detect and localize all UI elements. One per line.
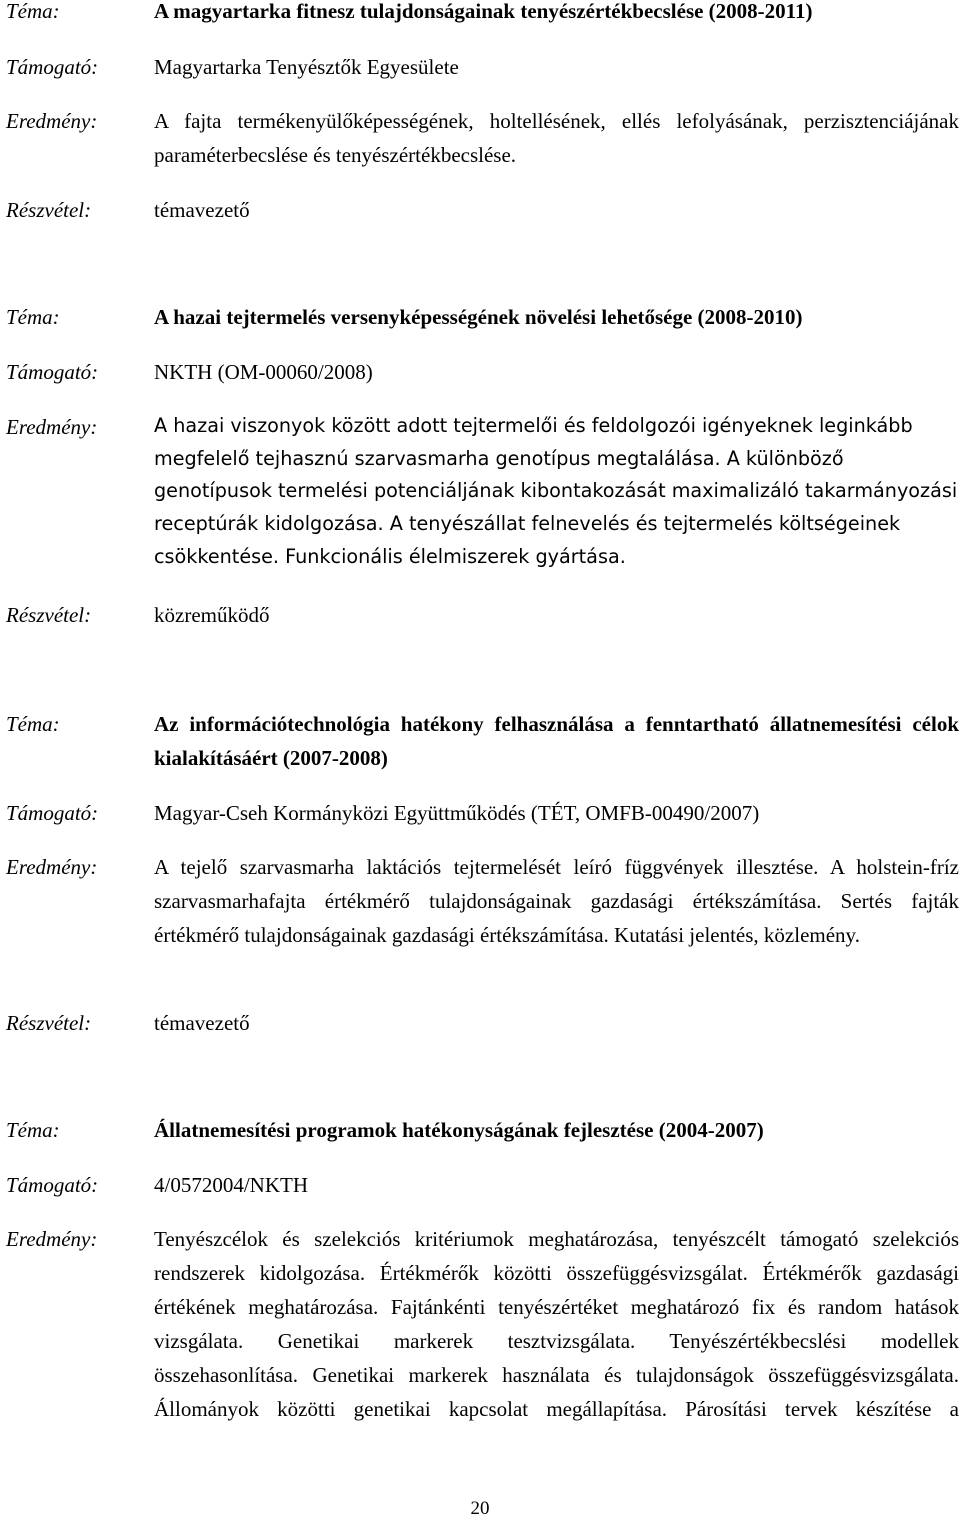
page-number: 20 bbox=[470, 1498, 490, 1519]
eredmeny-label: Eredmény: bbox=[6, 415, 98, 439]
tamogato-label: Támogató: bbox=[6, 801, 99, 825]
reszvetel-value: témavezető bbox=[154, 1011, 250, 1035]
tamogato-label: Támogató: bbox=[6, 55, 99, 79]
tamogato-label: Támogató: bbox=[6, 1173, 99, 1197]
tema-label: Téma: bbox=[6, 1118, 60, 1142]
tamogato-value: Magyar-Cseh Kormányközi Együttműködés (TÉT, OMFB-00490/2007) bbox=[154, 801, 760, 825]
tema-title: A magyartarka fitnesz tulajdonságainak tenyészértékbecslése (2008-2011) bbox=[154, 0, 813, 23]
tamogato-value: 4/0572004/NKTH bbox=[154, 1173, 308, 1197]
eredmeny-label: Eredmény: bbox=[6, 109, 98, 133]
eredmeny-text: A fajta termékenyülőképességének, holtellésének, ellés lefolyásának, perzisztenciájának paraméterbecslése és tenyészértékbecslése. bbox=[154, 109, 959, 167]
tema-label: Téma: bbox=[6, 712, 60, 736]
eredmeny-text: A hazai viszonyok között adott tejtermelői és feldolgozói igényeknek leginkább megfelelő tejhasznú szarvasmarha genotípus megtalálása. A különböző genotípusok termelési potenciáljának kibontakozását maximalizáló takarmányozási receptúrák kidolgozása. A tenyészállat felnevelés és tejtermelés költségeinek csökkentése. Funkcionális élelmiszerek gyártása. bbox=[154, 414, 958, 568]
reszvetel-value: témavezető bbox=[154, 198, 250, 222]
reszvetel-value: közreműködő bbox=[154, 603, 270, 627]
tema-label: Téma: bbox=[6, 0, 60, 23]
tamogato-label: Támogató: bbox=[6, 360, 99, 384]
reszvetel-label: Részvétel: bbox=[6, 603, 92, 627]
eredmeny-label: Eredmény: bbox=[6, 1227, 98, 1251]
eredmeny-text: A tejelő szarvasmarha laktációs tejtermelését leíró függvények illesztése. A holstein-fríz szarvasmarhafajta értékmérő tulajdonságainak gazdasági értékszámítása. Sertés fajták értékmérő tulajdonságainak gazdasági értékszámítása. Kutatási jelentés, közlemény. bbox=[154, 855, 959, 947]
reszvetel-label: Részvétel: bbox=[6, 198, 92, 222]
tamogato-value: Magyartarka Tenyésztők Egyesülete bbox=[154, 55, 459, 79]
reszvetel-label: Részvétel: bbox=[6, 1011, 92, 1035]
eredmeny-label: Eredmény: bbox=[6, 855, 98, 879]
tema-title: Az információtechnológia hatékony felhasználása a fenntartható állatnemesítési célok kialakításáért (2007-2008) bbox=[154, 712, 959, 770]
tema-label: Téma: bbox=[6, 305, 60, 329]
tema-title: A hazai tejtermelés versenyképességének növelési lehetősége (2008-2010) bbox=[154, 305, 803, 329]
tema-title: Állatnemesítési programok hatékonyságának fejlesztése (2004-2007) bbox=[154, 1118, 764, 1142]
tamogato-value: NKTH (OM-00060/2008) bbox=[154, 360, 373, 384]
eredmeny-text: Tenyészcélok és szelekciós kritériumok meghatározása, tenyészcélt támogató szelekciós rendszerek kidolgozása. Értékmérők közötti összefüggésvizsgálat. Értékmérők gazdasági értékének meghatározása. Fajtánkénti tenyészértéket meghatározó fix és random hatások vizsgálata. Genetikai markerek tesztvizsgálata. Tenyészértékbecslési modellek összehasonlítása. Genetikai markerek használata és tulajdonságok összefüggésvizsgálata. Állományok közötti genetikai kapcsolat megállapítása. Párosítási tervek készítése a bbox=[154, 1227, 959, 1421]
